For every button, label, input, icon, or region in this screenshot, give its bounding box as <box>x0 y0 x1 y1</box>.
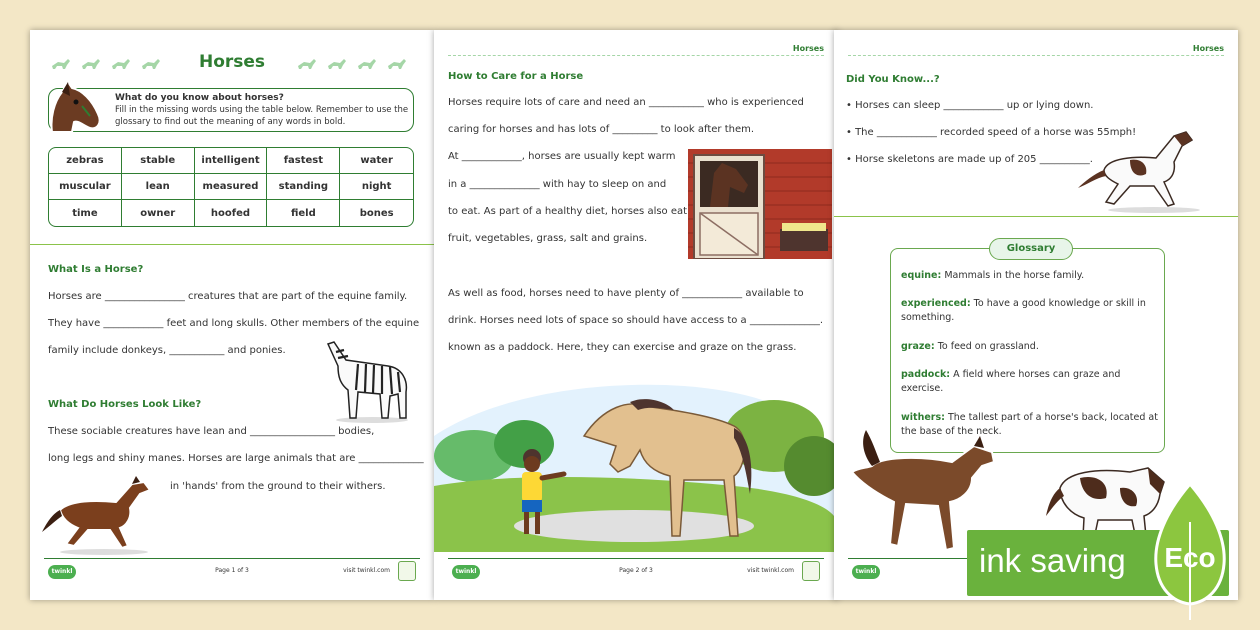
section-heading-what-do-horses-look-like: What Do Horses Look Like? <box>48 399 202 410</box>
glossary-definition: The tallest part of a horse's back, located at the base of the neck. <box>901 412 1158 437</box>
glossary-title: Glossary <box>989 238 1073 260</box>
glossary-entry <box>901 368 1159 396</box>
body-line: Horses are ________________ creatures that are part of the equine family. <box>48 291 408 302</box>
stable-picture <box>688 149 832 263</box>
fact-item: • The ____________ recorded speed of a horse was 55mph! <box>846 127 1137 138</box>
glossary-term: experienced: <box>901 298 971 309</box>
section-heading-did-you-know: Did You Know...? <box>846 74 940 85</box>
body-line: known as a paddock. Here, they can exercise and graze on the grass. <box>448 342 797 353</box>
glossary-definition: To feed on grassland. <box>937 341 1039 352</box>
header-tag: Horses <box>789 44 824 53</box>
word-cell: measured <box>195 174 268 200</box>
word-cell: zebras <box>49 148 122 174</box>
glossary-term: paddock: <box>901 369 951 380</box>
word-cell: water <box>340 148 413 174</box>
table-row <box>49 148 413 174</box>
table-row <box>49 174 413 200</box>
header-tag: Horses <box>1189 44 1224 53</box>
quality-badge-icon <box>398 561 416 581</box>
decorative-horse-row-left <box>50 56 170 75</box>
section-heading-care: How to Care for a Horse <box>448 71 584 82</box>
decorative-horse-row-right <box>296 56 416 75</box>
word-cell: lean <box>122 174 195 200</box>
body-line: drink. Horses need lots of space so should have access to a ______________. <box>448 315 824 326</box>
horse-head-picture <box>46 78 106 140</box>
header-strip <box>448 46 824 56</box>
glossary-definition: To have a good knowledge or skill in something. <box>901 298 1146 323</box>
twinkl-logo: twinkl <box>852 565 880 579</box>
body-line: At ____________, horses are usually kept warm <box>448 151 676 162</box>
page-number: Page 2 of 3 <box>619 567 653 574</box>
word-cell: fastest <box>267 148 340 174</box>
body-line: fruit, vegetables, grass, salt and grains. <box>448 233 648 244</box>
glossary-definition: Mammals in the horse family. <box>944 270 1085 281</box>
word-bank-table <box>48 147 414 227</box>
word-cell: bones <box>359 207 394 219</box>
word-cell: intelligent <box>195 148 268 174</box>
worksheet-page-1 <box>30 30 434 600</box>
body-line: These sociable creatures have lean and _________________ bodies, <box>48 426 375 437</box>
quality-badge-icon <box>802 561 820 581</box>
glossary-term: graze: <box>901 341 935 352</box>
ink-saving-label: ink saving <box>979 542 1126 579</box>
word-cell: field <box>267 200 340 226</box>
twinkl-logo: twinkl <box>452 565 480 579</box>
visit-link[interactable]: visit twinkl.com <box>747 567 794 574</box>
eco-label: Eco <box>1164 542 1216 573</box>
word-cell: muscular <box>49 174 122 200</box>
body-line: Horses require lots of care and need an ___________ who is experienced <box>448 97 804 108</box>
fact-item: • Horses can sleep ____________ up or lying down. <box>846 100 1094 111</box>
body-line: family include donkeys, ___________ and ponies. <box>48 345 286 356</box>
body-line: As well as food, horses need to have plenty of ____________ available to <box>448 288 804 299</box>
glossary-entry <box>901 269 1159 283</box>
glossary-entry <box>901 340 1159 354</box>
horse-silhouette-icon <box>50 57 170 71</box>
page-number: Page 1 of 3 <box>215 567 249 574</box>
worksheet-page-2 <box>434 30 838 600</box>
horse-silhouette-icon <box>296 57 416 71</box>
word-cell: time <box>49 200 122 226</box>
glossary-term: withers: <box>901 412 945 423</box>
page-footer <box>44 558 420 584</box>
header-strip <box>848 46 1224 56</box>
piebald-horse-picture <box>1074 118 1214 222</box>
paddock-scene-picture <box>434 376 838 556</box>
section-divider <box>834 216 1238 217</box>
body-line: long legs and shiny manes. Horses are large animals that are _____________ <box>48 453 424 464</box>
body-line: to eat. As part of a healthy diet, horses also eat <box>448 206 688 217</box>
body-line: They have ____________ feet and long skulls. Other members of the equine <box>48 318 420 329</box>
word-cell: night <box>340 174 413 200</box>
body-line: in 'hands' from the ground to their withers. <box>170 481 386 492</box>
eco-leaf-badge <box>1150 482 1230 622</box>
glossary-term: equine: <box>901 270 942 281</box>
body-line: caring for horses and has lots of _________ to look after them. <box>448 124 755 135</box>
word-cell: stable <box>122 148 195 174</box>
visit-link[interactable]: visit twinkl.com <box>343 567 390 574</box>
page-footer <box>448 558 824 584</box>
section-divider <box>30 244 434 245</box>
page-title: Horses <box>198 52 266 72</box>
zebra-picture <box>318 336 422 428</box>
table-row <box>49 200 413 226</box>
running-horse-picture <box>40 470 164 560</box>
fact-item: • Horse skeletons are made up of 205 __________. <box>846 154 1093 165</box>
intro-question: What do you know about horses? <box>115 93 284 103</box>
section-heading-what-is-a-horse: What Is a Horse? <box>48 264 144 275</box>
glossary-entry <box>901 297 1159 325</box>
intro-instruction-line-1: Fill in the missing words using the table below. Remember to use the <box>115 105 409 115</box>
glossary-definition: A field where horses can graze and exercise. <box>901 369 1121 394</box>
twinkl-logo: twinkl <box>48 565 76 579</box>
word-cell: standing <box>267 174 340 200</box>
intro-instruction-line-2: glossary to find out the meaning of any words in bold. <box>115 117 346 127</box>
body-line: in a ______________ with hay to sleep on and <box>448 179 667 190</box>
word-cell: owner <box>122 200 195 226</box>
word-cell: hoofed <box>195 200 268 226</box>
